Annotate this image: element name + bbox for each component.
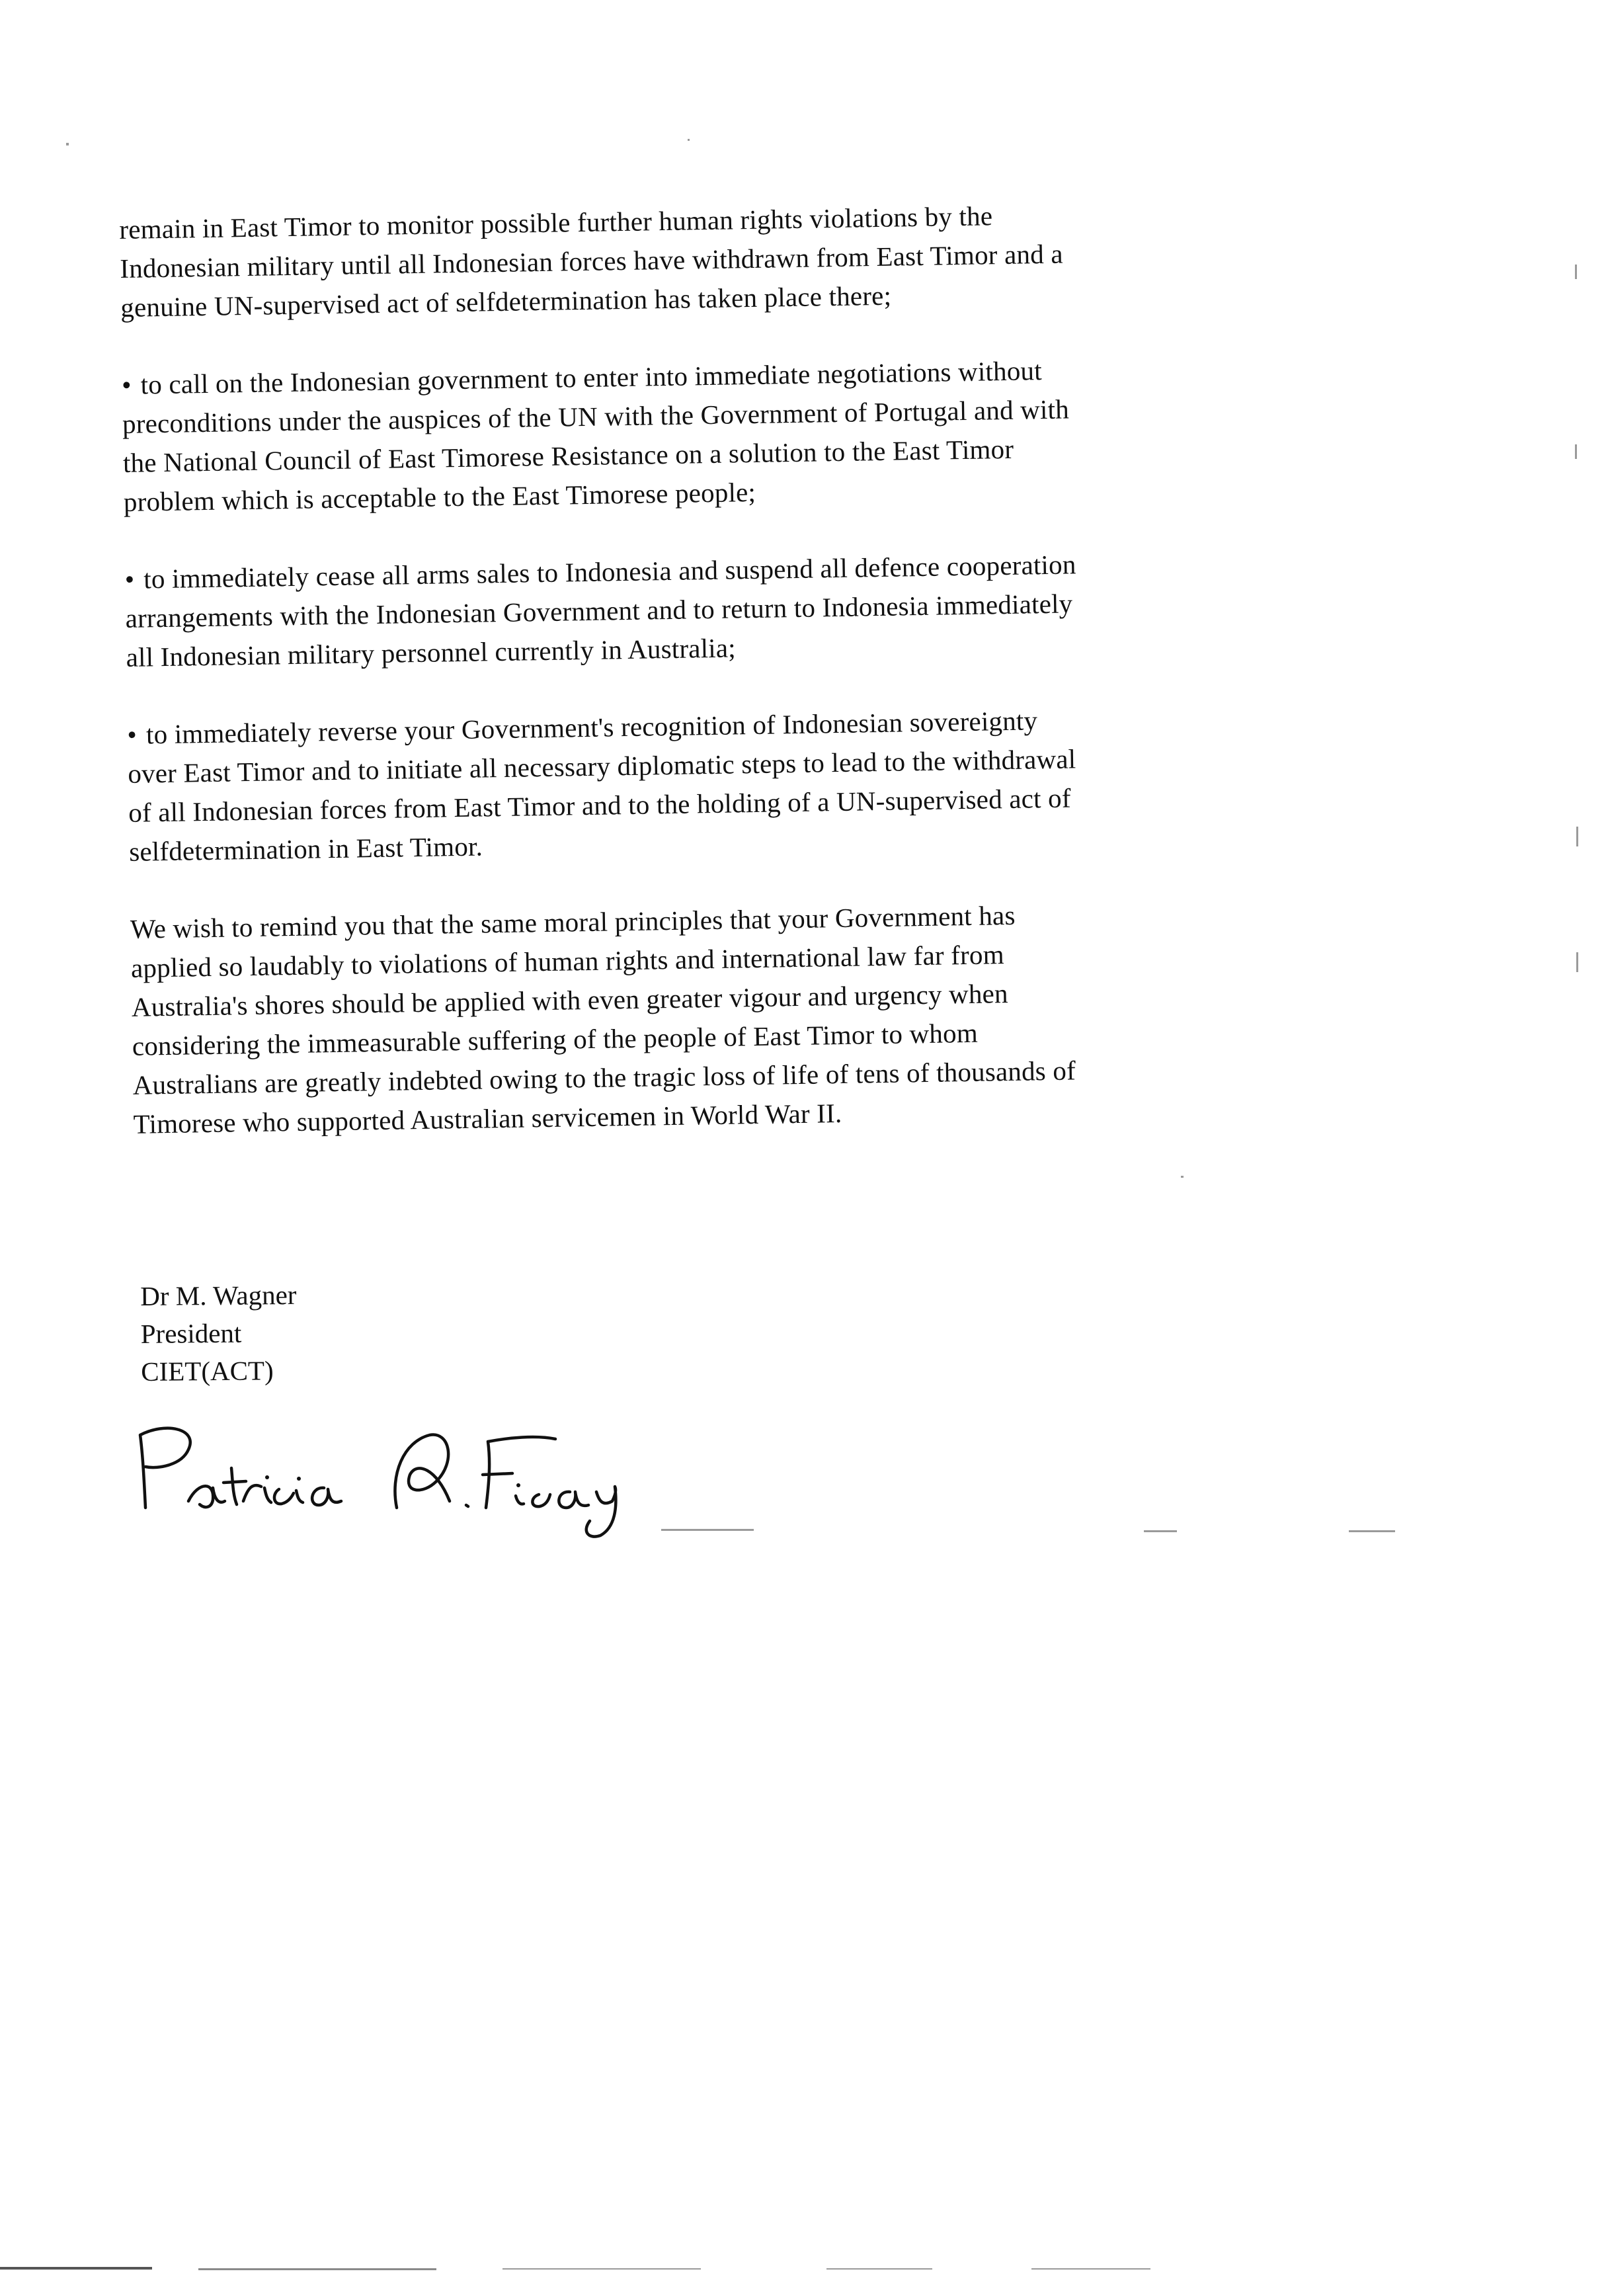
bullet-paragraph-negotiations: • to call on the Indonesian government to enter into immediate negotiations without preconditions under the auspices of the UN with the Government of Portugal and with the National Council of East Timorese Resistance on a solution to the East Timor problem which is acceptable to the East Timorese people; — [122, 347, 1353, 522]
bullet-paragraph-sovereignty: • to immediately reverse your Government's recognition of Indonesian sovereignty over East Timor and to initiate all necessary diplomatic steps to lead to the withdrawal of all Indonesian forces from East Timor and to the holding of a UN-supervised act of selfdetermination in East Timor. — [127, 696, 1359, 872]
bottom-edge-mark — [826, 2268, 932, 2270]
paragraph-continuation: remain in East Timor to monitor possible further human rights violations by the Indonesian military until all Indonesian forces have withdrawn from East Timor and a genuine UN-supervised act of selfdetermination has taken place there; — [119, 200, 1064, 323]
scan-speck — [66, 143, 69, 145]
signatory-organisation: CIET(ACT) — [141, 1355, 274, 1387]
signatory-name: Dr M. Wagner — [140, 1279, 297, 1311]
scan-speck — [1576, 952, 1578, 972]
scan-speck — [1349, 1530, 1395, 1532]
bullet-paragraph-arms-sales: • to immediately cease all arms sales to Indonesia and suspend all defence cooperation arrangements with the Indonesian Government and to return to Indonesia immediately all Indonesian military personnel currently in Australia; — [124, 541, 1356, 677]
scan-speck — [1576, 827, 1578, 846]
signature-block — [140, 1276, 298, 1391]
scan-speck — [1144, 1530, 1177, 1532]
letter-body — [119, 191, 1364, 1182]
scan-speck — [1181, 1176, 1184, 1178]
paragraph-closing: We wish to remind you that the same moral principles that your Government has applied so laudably to violations of human rights and international law far from Australia's shores should be applied with even greater vigour and urgency when considering the immeasurable suffering of the people of East Timor to whom Australians are greatly indebted owing to the tragic loss of life of tens of thousands of Timorese who supported Australian servicemen in World War II. — [130, 899, 1076, 1139]
handwritten-signature — [126, 1409, 641, 1541]
bottom-edge-mark — [1031, 2268, 1150, 2270]
signatory-title: President — [140, 1317, 242, 1349]
scan-speck — [661, 1529, 754, 1531]
scan-speck — [688, 139, 690, 141]
bottom-edge-mark — [198, 2268, 436, 2270]
bottom-edge-mark — [502, 2268, 701, 2270]
scan-speck — [1575, 444, 1577, 459]
bottom-edge-mark — [0, 2267, 152, 2270]
scan-speck — [1575, 265, 1577, 279]
